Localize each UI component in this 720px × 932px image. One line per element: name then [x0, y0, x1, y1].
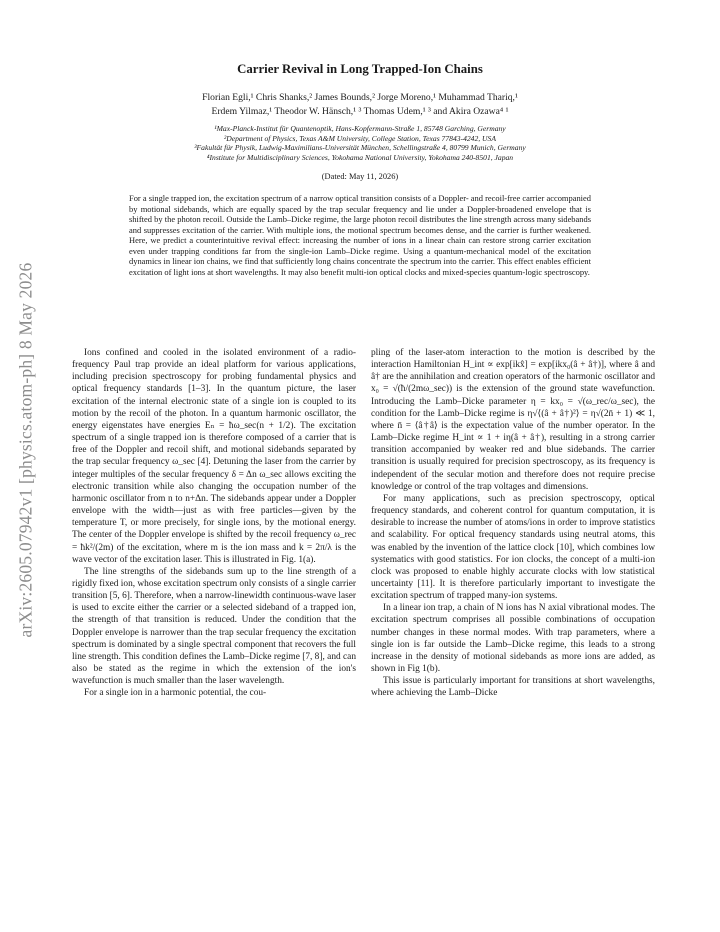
abstract: For a single trapped ion, the excitation spectrum of a narrow optical transition consists of a Doppler- and recoil-free carrier accompanied by motional sidebands, which are equally spaced by the trap secular frequency and lie under a Doppler-broadened envelope that is shifted by the photon recoil. Outside the Lamb–Dicke regime, the large photon recoil distributes the line strength across many sidebands and suppresses excitation of the carrier. With multiple ions, the motional spectrum becomes dense, and the carrier is further weakened. Here, we predict a counterintuitive revival effect: increasing the number of ions in a linear chain can restore strong carrier excitation even under trapping conditions far from the single-ion Lamb–Dicke regime. Using a quantum-mechanical model of the excitation dynamics in linear ion chains, we find that sufficiently long chains concentrate the spectrum into the carrier. This effect enables efficient excitation of light ions at short wavelengths. It may also benefit multi-ion optical clocks and mixed-species quantum-logic spectroscopy.	[129, 193, 591, 277]
body-paragraph: This issue is particularly important for transitions at short wavelengths, where achieving the Lamb–Dicke	[371, 676, 655, 699]
body-paragraph: The line strengths of the sidebands sum up to the line strength of a rigidly fixed ion, whose excitation spectrum only consists of a single carrier transition [5, 6]. Therefore, when a narrow-linewidth continuous-wave laser is used to excite either the carrier or a selected sideband of a trapped ion, the strength of that transition is reduced. Under the condition that the Doppler envelope is narrower than the trap secular frequency the excitation spectrum is dominated by a single spectral component that recovers the full line strength. This condition defines the Lamb–Dicke regime [7, 8], and can also be stated as the regime in which the extension of the ion's wavefunction is much smaller than the laser wavelength.	[72, 566, 356, 687]
author-line: Florian Egli,¹ Chris Shanks,² James Bounds,² Jorge Moreno,¹ Muhammad Thariq,¹	[202, 92, 518, 103]
body-paragraph: For many applications, such as precision spectroscopy, optical frequency standards, and coherent control for quantum computation, it is desirable to increase the number of atoms/ions in order to improve statistics and scalability. For optical frequency standards using neutral atoms, this was enabled by the invention of the lattice clock [10], which combines low systematics with good statistics. For ion clocks, the concept of a multi-ion clock was proposed to enable highly accurate clocks with low statistical uncertainty [11]. It is therefore particularly important to investigate the excitation spectrum of trapped many-ion systems.	[371, 493, 655, 602]
author-line: Erdem Yilmaz,¹ Theodor W. Hänsch,¹ ³ Thomas Udem,¹ ³ and Akira Ozawa⁴ ¹	[211, 106, 509, 117]
body-paragraph: pling of the laser-atom interaction to the motion is described by the interaction Hamiltonian H_int ∝ exp[ikx̂] = exp[ikx₀(â + â†)], where â and â† are the annihilation and creation operators of the harmonic oscillator and x₀ = √(ħ/(2mω_sec)) is the extension of the ground state wavefunction. Introducing the Lamb–Dicke parameter η = kx₀ = √(ω_rec/ω_sec), the condition for the Lamb–Dicke regime is η√⟨(â + â†)²⟩ = η√(2n̄ + 1) ≪ 1, where n̄ = ⟨â†â⟩ is the expectation value of the number operator. In the Lamb–Dicke regime H_int ∝ 1 + iη(â + â†), resulting in a strong carrier transition accompanied by weaker red and blue sidebands. The carrier transition is usually required for precision spectroscopy, as its frequency is independent of the secular motion and therefore does not require precise knowledge or control of the trap voltages and dimensions.	[371, 348, 655, 492]
body-paragraph: Ions confined and cooled in the isolated environment of a radio-frequency Paul trap provide an ideal platform for various applications, including precision spectroscopy for probing fundamental physics and optical frequency standards [1–3]. In the quantum picture, the laser excitation of the internal electronic state of a single ion is coupled to its motion by the recoil of the photon. In a quantum harmonic oscillator, the energy eigenstates have energies Eₙ = ħω_sec(n + 1/2). The excitation spectrum of a single trapped ion is therefore composed of a carrier that is free of the Doppler and recoil shift, and motional sidebands separated by the trap secular frequency ω_sec [4]. Detuning the laser from the carrier by integer multiples of the secular frequency δ = Δn ω_sec allows exciting the electronic transition while also changing the occupation number of the harmonic oscillator from n to n+Δn. The sidebands appear under a Doppler envelope with the width—just as with free particles—given by the temperature T, or more precisely, for single ions, by the motional energy. The center of the Doppler envelope is shifted by the recoil frequency ω_rec = ħk²/(2m) of the excitation, where m is the ion mass and k = 2π/λ is the wave vector of the excitation laser. This is illustrated in Fig. 1(a).	[72, 348, 356, 565]
affiliation: ³Fakultät für Physik, Ludwig-Maximilians-Universität München, Schellingstraße 4, 80799 Munich, Germany	[194, 143, 526, 153]
affiliation: ¹Max-Planck-Institut für Quantenoptik, Hans-Kopfermann-Straße 1, 85748 Garching, Germany	[214, 124, 506, 133]
right-column	[371, 347, 655, 700]
arxiv-sidebar	[6, 200, 46, 700]
paper-title: Carrier Revival in Long Trapped-Ion Chains	[237, 62, 483, 76]
left-column	[72, 347, 356, 700]
arxiv-identifier: arXiv:2605.07942v1 [physics.atom-ph] 8 May 2026	[15, 262, 36, 638]
body-paragraph: For a single ion in a harmonic potential, the cou-	[84, 688, 267, 699]
dated-line: (Dated: May 11, 2026)	[321, 172, 399, 181]
author-list	[80, 91, 640, 119]
affiliation: ²Department of Physics, Texas A&M University, College Station, Texas 77843-4242, USA	[224, 133, 496, 143]
affiliation-list	[60, 124, 660, 163]
body-paragraph: In a linear ion trap, a chain of N ions has N axial vibrational modes. The excitation spectrum comprises all possible combinations of occupation number changes in these normal modes. With trap parameters, where a single ion is far outside the Lamb–Dicke regime, this leads to a strong increase in the density of motional sidebands as more ions are added, as shown in Fig 1(b).	[371, 603, 655, 675]
affiliation: ⁴Institute for Multidisciplinary Sciences, Yokohama National University, Yokohama 240-8501, Japan	[206, 153, 514, 163]
